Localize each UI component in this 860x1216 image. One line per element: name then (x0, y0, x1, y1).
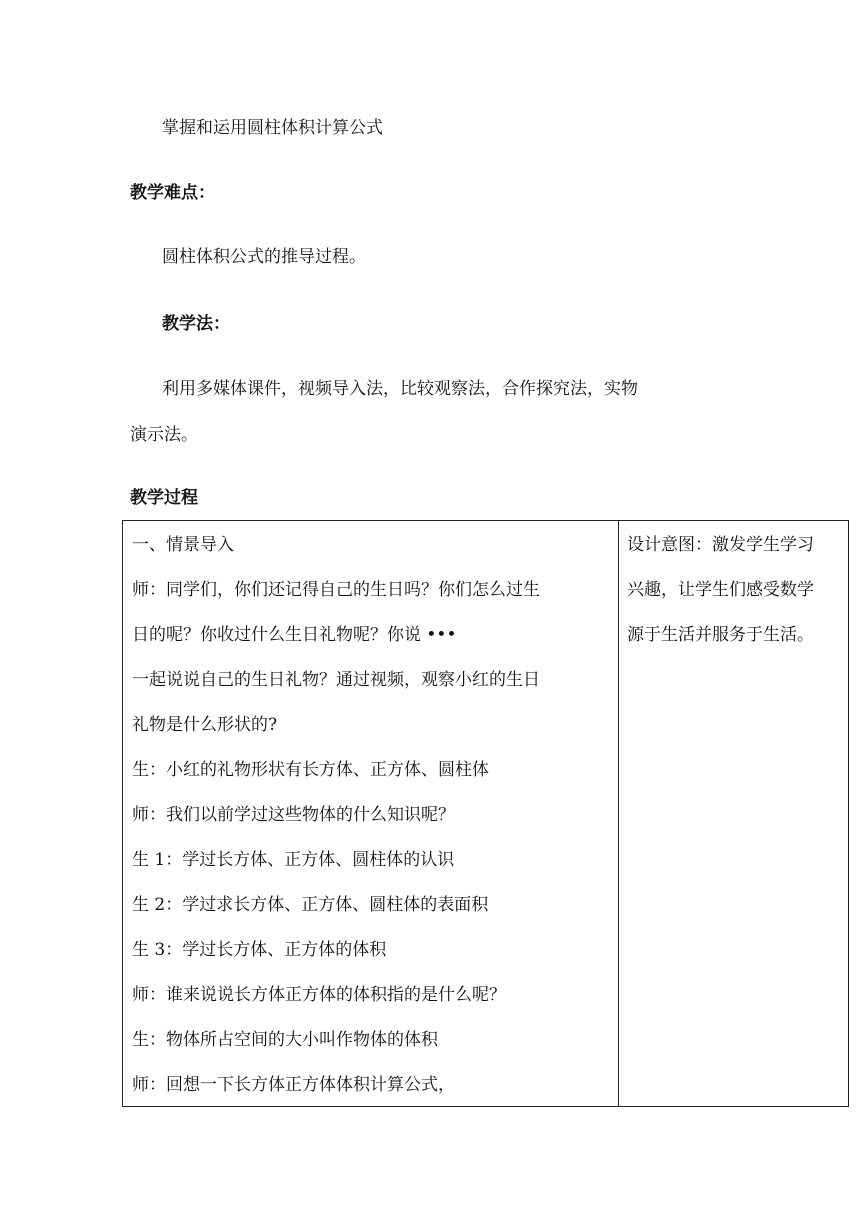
method-text-line1: 利用多媒体课件，视频导入法，比较观察法，合作探究法，实物 (162, 379, 638, 399)
table-left-line: 生：小红的礼物形状有长方体、正方体、圆柱体 (132, 760, 489, 780)
table-left-line: 一、情景导入 (132, 535, 234, 555)
teaching-process-table (122, 520, 849, 1107)
table-left-line: 师：回想一下长方体正方体体积计算公式， (132, 1075, 455, 1095)
table-left-line: 生 3：学过长方体、正方体的体积 (132, 940, 387, 960)
table-left-line: 生 1：学过长方体、正方体、圆柱体的认识 (132, 850, 455, 870)
table-left-line: 师：谁来说说长方体正方体的体积指的是什么呢？ (132, 985, 506, 1005)
method-text-line2: 演示法。 (130, 425, 198, 445)
method-heading: 教学法： (162, 314, 230, 334)
design-intent-line: 设计意图：激发学生学习 (627, 535, 814, 555)
table-left-line: 日的呢？你收过什么生日礼物呢？你说 ••• (132, 625, 457, 645)
teaching-focus-text: 掌握和运用圆柱体积计算公式 (162, 118, 383, 138)
difficulty-heading: 教学难点： (130, 183, 215, 203)
table-left-line: 礼物是什么形状的? (132, 715, 278, 735)
table-left-line: 生 2：学过求长方体、正方体、圆柱体的表面积 (132, 895, 489, 915)
difficulty-text: 圆柱体积公式的推导过程。 (162, 247, 366, 267)
design-intent-line: 源于生活并服务于生活。 (627, 625, 814, 645)
table-left-line: 一起说说自己的生日礼物？通过视频，观察小红的生日 (132, 670, 540, 690)
table-column-divider (618, 521, 619, 1106)
table-left-line: 师：我们以前学过这些物体的什么知识呢？ (132, 805, 455, 825)
design-intent-line: 兴趣，让学生们感受数学 (627, 580, 814, 600)
table-left-line: 生：物体所占空间的大小叫作物体的体积 (132, 1030, 438, 1050)
table-left-line: 师：同学们，你们还记得自己的生日吗？你们怎么过生 (132, 580, 540, 600)
process-heading: 教学过程 (130, 488, 198, 508)
